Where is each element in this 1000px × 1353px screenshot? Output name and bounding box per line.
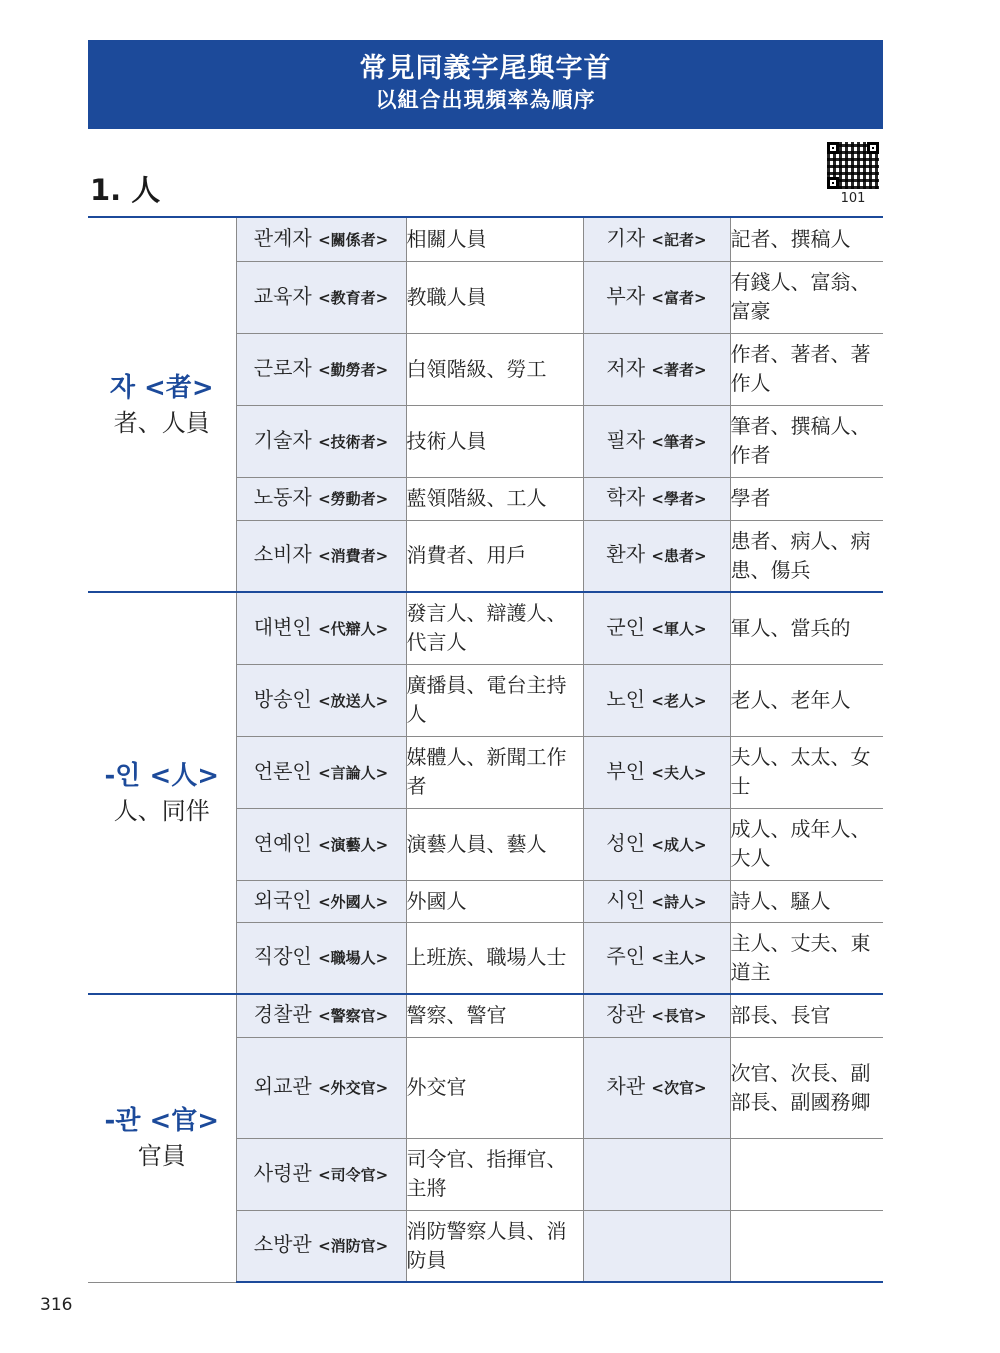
header-banner: [88, 40, 883, 129]
table-row: [88, 592, 883, 664]
hanja-word: <富者>: [651, 288, 707, 307]
word-cell: [583, 736, 730, 808]
meaning-text: 外交官: [406, 1075, 467, 1099]
meaning-cell: [406, 592, 583, 664]
meaning-cell: [406, 520, 583, 592]
korean-word: 방송인: [253, 686, 319, 711]
korean-word: 연예인: [253, 830, 319, 855]
korean-word: 부자: [606, 283, 652, 308]
meaning-cell: [406, 1138, 583, 1210]
meaning-text: 主人、丈夫、東道主: [730, 930, 871, 984]
hanja-word: <詩人>: [651, 892, 707, 911]
meaning-text: 警察、警官: [406, 1003, 507, 1028]
hanja-word: <著者>: [651, 360, 707, 379]
meaning-cell: [406, 808, 583, 880]
word-cell: [583, 1210, 730, 1282]
word-cell: [236, 477, 406, 520]
word-cell: [583, 1138, 730, 1210]
meaning-text: 上班族、職場人士: [406, 945, 567, 970]
korean-word: 군인: [606, 614, 652, 639]
meaning-text: 作者、著者、著作人: [730, 342, 871, 395]
meaning-cell: [406, 405, 583, 477]
hanja-word: <老人>: [651, 691, 707, 710]
korean-word: 기자: [606, 225, 652, 250]
korean-word: 소비자: [253, 542, 319, 567]
meaning-cell: [730, 994, 883, 1037]
meaning-text: 廣播員、電台主持人: [406, 673, 567, 726]
meaning-cell: [730, 261, 883, 333]
synonym-table: [88, 216, 883, 1283]
meaning-cell: [730, 592, 883, 664]
table-row: [88, 217, 883, 261]
meaning-text: 司令官、指揮官、主將: [406, 1147, 567, 1200]
hanja-word: <患者>: [651, 547, 707, 566]
korean-word: 학자: [606, 485, 652, 509]
word-cell: [236, 994, 406, 1037]
word-cell: [236, 261, 406, 333]
category-cell: [88, 217, 236, 592]
hanja-word: <演藝人>: [318, 835, 389, 854]
korean-word: 경찰관: [253, 1002, 319, 1027]
meaning-text: 白領階級、勞工: [406, 356, 547, 381]
qr-code-icon[interactable]: [827, 142, 879, 189]
word-cell: [236, 1037, 406, 1138]
hanja-word: <學者>: [651, 490, 707, 508]
hanja-word: <言論人>: [318, 763, 389, 782]
word-cell: [236, 664, 406, 736]
hanja-word: <職場人>: [318, 949, 389, 968]
meaning-text: 技術人員: [406, 428, 487, 453]
category-key: 자 <者>: [109, 372, 214, 403]
korean-word: 언론인: [253, 758, 319, 783]
korean-word: 외교관: [253, 1074, 319, 1098]
word-cell: [236, 405, 406, 477]
meaning-cell: [730, 217, 883, 261]
meaning-cell: [730, 405, 883, 477]
meaning-text: 次官、次長、副部長、副國務卿: [730, 1060, 871, 1114]
meaning-text: 記者、撰稿人: [730, 226, 851, 251]
meaning-cell: [730, 1037, 883, 1138]
word-cell: [583, 808, 730, 880]
category-key: -인 <人>: [104, 761, 220, 791]
meaning-text: 學者: [730, 486, 771, 510]
hanja-word: <消防官>: [318, 1237, 389, 1256]
meaning-text: 部長、長官: [730, 1003, 831, 1028]
korean-word: 시인: [606, 887, 652, 912]
meaning-text: 外國人: [406, 888, 467, 913]
meaning-cell: [406, 477, 583, 520]
meaning-text: 媒體人、新聞工作者: [406, 745, 567, 798]
word-cell: [236, 520, 406, 592]
meaning-text: 藍領階級、工人: [406, 486, 547, 510]
meaning-text: 軍人、當兵的: [730, 615, 851, 640]
word-cell: [236, 217, 406, 261]
hanja-word: <技術者>: [318, 432, 389, 451]
meaning-cell: [730, 1138, 883, 1210]
hanja-word: <夫人>: [651, 763, 707, 782]
word-cell: [236, 736, 406, 808]
korean-word: 장관: [606, 1002, 652, 1027]
meaning-cell: [730, 477, 883, 520]
meaning-text: 消防警察人員、消防員: [406, 1218, 567, 1272]
meaning-cell: [406, 922, 583, 994]
hanja-word: <勞動者>: [318, 490, 389, 508]
banner-title: 常見同義字尾與字首: [359, 53, 612, 84]
meaning-text: 有錢人、富翁、富豪: [730, 270, 871, 323]
meaning-text: 消費者、用戶: [406, 543, 527, 568]
korean-word: 부인: [606, 758, 652, 783]
hanja-word: <代辯人>: [318, 619, 389, 638]
korean-word: 저자: [606, 355, 652, 380]
meaning-cell: [730, 922, 883, 994]
page-number: 316: [40, 1295, 73, 1315]
word-cell: [236, 1138, 406, 1210]
meaning-text: 相關人員: [406, 226, 487, 251]
meaning-cell: [406, 880, 583, 922]
word-cell: [583, 217, 730, 261]
hanja-word: <關係者>: [318, 230, 389, 249]
category-meaning: 官員: [137, 1142, 186, 1171]
korean-word: 근로자: [253, 355, 319, 380]
hanja-word: <消費者>: [318, 547, 389, 566]
word-cell: [583, 1037, 730, 1138]
word-cell: [583, 922, 730, 994]
meaning-text: 發言人、辯護人、代言人: [406, 601, 567, 655]
hanja-word: <警察官>: [318, 1007, 389, 1026]
word-cell: [583, 477, 730, 520]
section-title: 1. 人: [90, 173, 161, 207]
korean-word: 성인: [606, 830, 652, 855]
word-cell: [583, 333, 730, 405]
word-cell: [583, 261, 730, 333]
korean-word: 외국인: [253, 887, 319, 912]
korean-word: 차관: [606, 1074, 652, 1098]
word-cell: [583, 592, 730, 664]
category-meaning: 人、同伴: [113, 797, 210, 825]
qr-label: 101: [840, 191, 866, 206]
meaning-cell: [406, 217, 583, 261]
meaning-text: 患者、病人、病患、傷兵: [730, 528, 871, 582]
hanja-word: <長官>: [651, 1007, 707, 1026]
meaning-text: 詩人、騷人: [730, 888, 831, 913]
word-cell: [583, 994, 730, 1037]
word-cell: [236, 1210, 406, 1282]
category-meaning: 者、人員: [113, 408, 210, 437]
meaning-text: 夫人、太太、女士: [730, 745, 871, 798]
hanja-word: <放送人>: [318, 691, 389, 710]
hanja-word: <勤勞者>: [318, 360, 389, 379]
hanja-word: <主人>: [651, 949, 707, 968]
word-cell: [583, 405, 730, 477]
korean-word: 사령관: [253, 1160, 319, 1185]
meaning-cell: [730, 333, 883, 405]
korean-word: 주인: [606, 944, 652, 969]
meaning-cell: [730, 1210, 883, 1282]
hanja-word: <外交官>: [318, 1079, 389, 1097]
meaning-cell: [730, 736, 883, 808]
hanja-word: <次官>: [651, 1079, 707, 1097]
hanja-word: <成人>: [651, 835, 707, 854]
hanja-word: <外國人>: [318, 892, 389, 911]
hanja-word: <記者>: [651, 230, 707, 249]
meaning-cell: [406, 994, 583, 1037]
meaning-cell: [730, 880, 883, 922]
meaning-cell: [406, 664, 583, 736]
korean-word: 필자: [606, 427, 652, 452]
hanja-word: <教育者>: [318, 288, 389, 307]
word-cell: [236, 922, 406, 994]
korean-word: 대변인: [253, 614, 319, 639]
korean-word: 환자: [606, 542, 652, 567]
word-cell: [236, 592, 406, 664]
table-row: [88, 994, 883, 1037]
korean-word: 직장인: [253, 944, 319, 969]
meaning-cell: [406, 1210, 583, 1282]
korean-word: 교육자: [253, 283, 319, 308]
meaning-text: 筆者、撰稿人、作者: [730, 414, 871, 467]
meaning-text: 成人、成年人、大人: [730, 817, 871, 870]
word-cell: [583, 664, 730, 736]
category-cell: [88, 592, 236, 994]
word-cell: [236, 808, 406, 880]
meaning-text: 老人、老年人: [730, 687, 851, 712]
meaning-cell: [730, 808, 883, 880]
meaning-text: 演藝人員、藝人: [406, 831, 547, 856]
meaning-cell: [730, 664, 883, 736]
hanja-word: <軍人>: [651, 619, 707, 638]
meaning-text: 教職人員: [406, 284, 487, 309]
banner-subtitle: 以組合出現頻率為順序: [375, 87, 596, 112]
meaning-cell: [406, 1037, 583, 1138]
hanja-word: <司令官>: [318, 1165, 389, 1184]
korean-word: 관계자: [253, 225, 319, 250]
hanja-word: <筆者>: [651, 432, 707, 451]
word-cell: [236, 880, 406, 922]
meaning-cell: [406, 333, 583, 405]
meaning-cell: [406, 261, 583, 333]
meaning-cell: [730, 520, 883, 592]
korean-word: 기술자: [253, 427, 319, 452]
korean-word: 노인: [606, 686, 652, 711]
category-cell: [88, 994, 236, 1282]
korean-word: 소방관: [253, 1232, 319, 1257]
meaning-cell: [406, 736, 583, 808]
word-cell: [236, 333, 406, 405]
category-key: -관 <官>: [104, 1106, 220, 1137]
word-cell: [583, 520, 730, 592]
korean-word: 노동자: [253, 485, 319, 509]
word-cell: [583, 880, 730, 922]
